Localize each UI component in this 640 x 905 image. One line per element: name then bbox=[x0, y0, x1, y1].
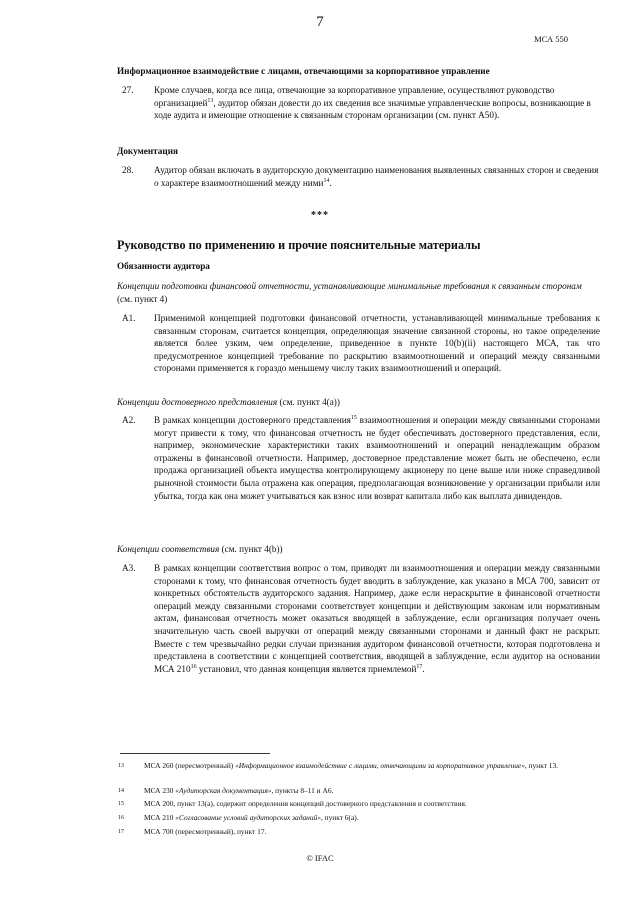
footnote-text: МСА 260 (пересмотренный) «Информационное взаимодействие с лицами, отвечающими за корпоративное управление», пункт 13. bbox=[144, 761, 559, 770]
footnote-ref: 15 bbox=[350, 414, 357, 421]
footnote-number: 14 bbox=[118, 788, 124, 794]
footnote-text: МСА 230 «Аудиторская документация», пункты 8–11 и А6. bbox=[144, 786, 334, 795]
footnote-number: 17 bbox=[118, 829, 124, 835]
paragraph-text: В рамках концепции достоверного представления$^{15}$ взаимоотношения и операции между связанными сторонами могут привести к тому, что финансовая отчетность не будет обеспечивать достоверного представления, если, например, экономические характеристики таких взаимоотношений и операций ненадлежащим образом отражены в финансовой отчетности. Например, достоверное представление может быть не обеспечено, если продажа организацией объекта имущества контролирующему акционеру по цене выше или ниже справедливой рыночной стоимости была отражена как операция, предполагающая возникновение у организации прибыли или убытка, тогда как она может учитываться как взнос или возврат капитала либо как выплата дивидендов. bbox=[154, 414, 600, 501]
running-head: МСА 550 bbox=[534, 34, 568, 44]
paragraph-text: Кроме случаев, когда все лица, отвечающие за корпоративное управление, осуществляют руководство организацией$^{13}$, аудитор обязан довести до их сведения все значимые управленческие вопросы, возникающие в ходе аудита и имеющие отношение к связанным сторонам организации (см. пункт А50). bbox=[154, 85, 591, 121]
footnote-text: МСА 700 (пересмотренный), пункт 17. bbox=[144, 827, 267, 836]
paragraph-text: Аудитор обязан включать в аудиторскую документацию наименования выявленных связанных сторон и сведения о характере взаимоотношений между ними$^{14}$. bbox=[154, 165, 599, 188]
page-number: 7 bbox=[316, 14, 324, 30]
a1-intro: Концепции подготовки финансовой отчетности, устанавливающие минимальные требования к связанным сторонам (см. пункт 4) bbox=[117, 281, 582, 304]
guidance-heading: Руководство по применению и прочие пояснительные материалы bbox=[117, 238, 481, 252]
footnote-ref: 14 bbox=[323, 177, 330, 184]
section-heading-documentation: Документация bbox=[117, 146, 178, 156]
paragraph-number: A1. bbox=[122, 313, 136, 323]
footnote-ref: 17 bbox=[416, 663, 423, 670]
footnote-text: МСА 200, пункт 13(a), содержит определения концепций достоверного представления и соответствия. bbox=[144, 799, 467, 808]
copyright-footer: © IFAC bbox=[306, 853, 334, 863]
paragraph-text: Применимой концепцией подготовки финансовой отчетности, устанавливающей минимальные требования к связанным сторонам, считается концепция, определяющая значение связанной стороны, но такое определение является более узким, чем определение, приведенное в пункте 10(b)(ii) настоящего МСА, так что предусмотренное концепцией требование по раскрытию взаимоотношений и операций между связанными сторонами применяется к гораздо меньшему числу таких взаимоотношений и операций. bbox=[154, 313, 600, 374]
footnote-number: 16 bbox=[118, 815, 124, 821]
guidance-subheading: Обязанности аудитора bbox=[117, 261, 210, 271]
paragraph-number: 27. bbox=[122, 85, 134, 95]
footnote-ref: 16 bbox=[190, 663, 197, 670]
a2-intro: Концепции достоверного представления (см. пункт 4(a)) bbox=[117, 397, 340, 407]
footnote-ref: 13 bbox=[207, 97, 214, 104]
section-heading-information: Информационное взаимодействие с лицами, отвечающими за корпоративное управление bbox=[117, 66, 490, 76]
a3-intro: Концепции соответствия (см. пункт 4(b)) bbox=[117, 544, 283, 554]
footnote-text: МСА 210 «Согласование условий аудиторских заданий», пункт 6(a). bbox=[144, 813, 359, 822]
paragraph-number: A2. bbox=[122, 415, 136, 425]
section-separator: *** bbox=[311, 210, 329, 221]
footnote-number: 15 bbox=[118, 801, 124, 807]
paragraph-number: A3. bbox=[122, 563, 136, 573]
footnote-rule bbox=[120, 753, 270, 754]
paragraph-number: 28. bbox=[122, 165, 134, 175]
footnote-number: 13 bbox=[118, 763, 124, 769]
paragraph-text: В рамках концепции соответствия вопрос о том, приводят ли взаимоотношения и операции между связанными сторонами к тому, что финансовая отчетность будет вводить в заблуждение, как указано в МСА 700, зависит от конкретных обстоятельств аудиторского задания. Например, даже если нераскрытие в финансовой отчетности операций между связанными сторонами соответствует концепции и действующим законам или нормативным актам, финансовая отчетность может оказаться вводящей в заблуждение, если организация получает очень значительную часть своей выручки от операций между связанными сторонами и данный факт не раскрыт. Вместе с тем чрезвычайно редки случаи признания аудитором финансовой отчетности, которая подготовлена и представлена в соответствии с концепцией соответствия, вводящей в заблуждение, если аудитор на основании МСА $210^{16}$ установил, что данная концепция является приемлемой$^{17}$. bbox=[154, 563, 600, 674]
